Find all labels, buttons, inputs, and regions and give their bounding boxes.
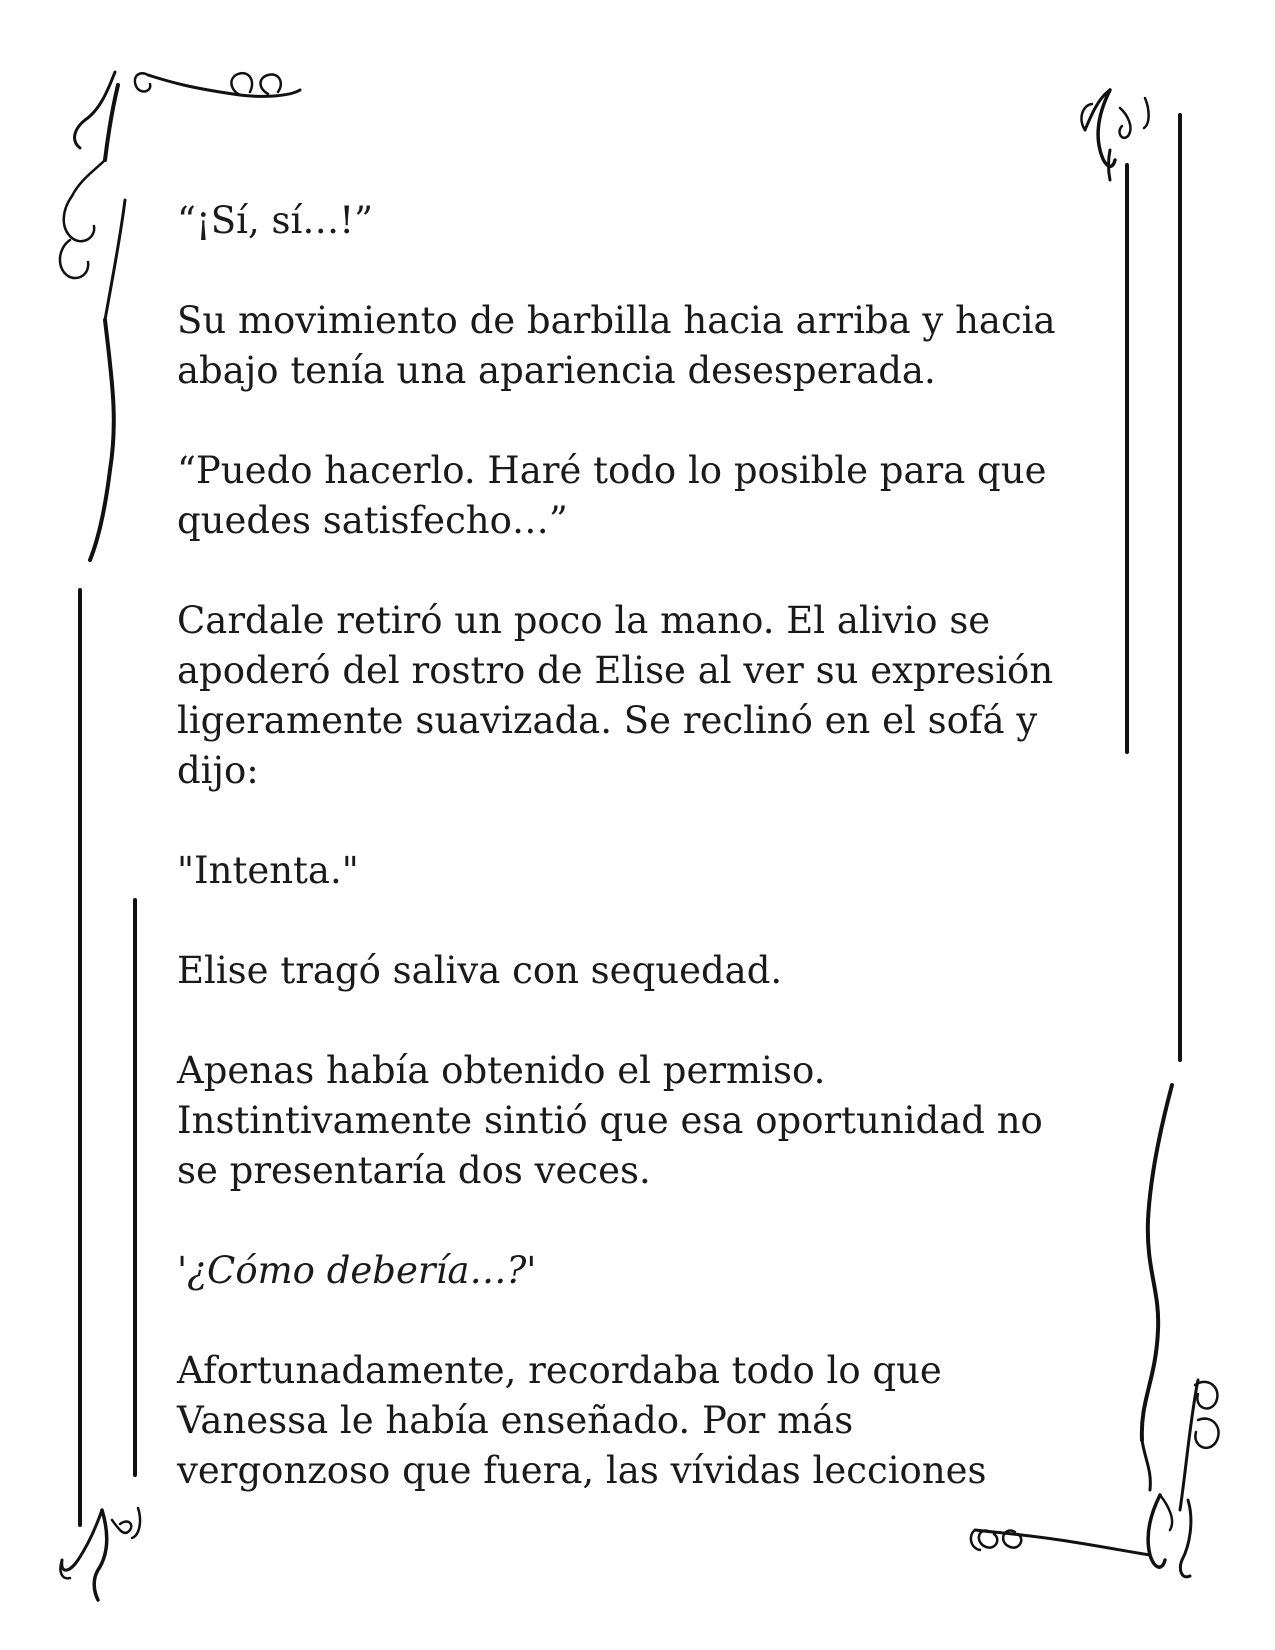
paragraph: "Intenta." [177, 849, 359, 892]
bottom-left-flourish-icon [60, 1508, 140, 1600]
paragraph: “Puedo hacerlo. Haré todo lo posible para que quedes satisfecho…” [177, 449, 1047, 542]
paragraph: Su movimiento de barbilla hacia arriba y hacia abajo tenía una apariencia desesperada. [177, 299, 1056, 392]
story-text [177, 196, 1107, 1546]
paragraph: Afortunadamente, recordaba todo lo que Vanessa le había enseñado. Por más vergonzoso que fuera, las vívidas lecciones [177, 1349, 987, 1492]
right-wave-flourish-icon [1142, 1085, 1219, 1510]
paragraph: Apenas había obtenido el permiso. Instintivamente sintió que esa oportunidad no se presentaría dos veces. [177, 1049, 1043, 1192]
paragraph: Cardale retiró un poco la mano. El alivio se apoderó del rostro de Elise al ver su expresión ligeramente suavizada. Se reclinó en el sofá y dijo: [177, 599, 1054, 792]
paragraph: Elise tragó saliva con sequedad. [177, 949, 783, 992]
paragraph-thought: '¿Cómo debería…?' [177, 1249, 537, 1292]
paragraph: “¡Sí, sí…!” [177, 199, 374, 242]
top-right-flourish-icon [1081, 90, 1148, 180]
